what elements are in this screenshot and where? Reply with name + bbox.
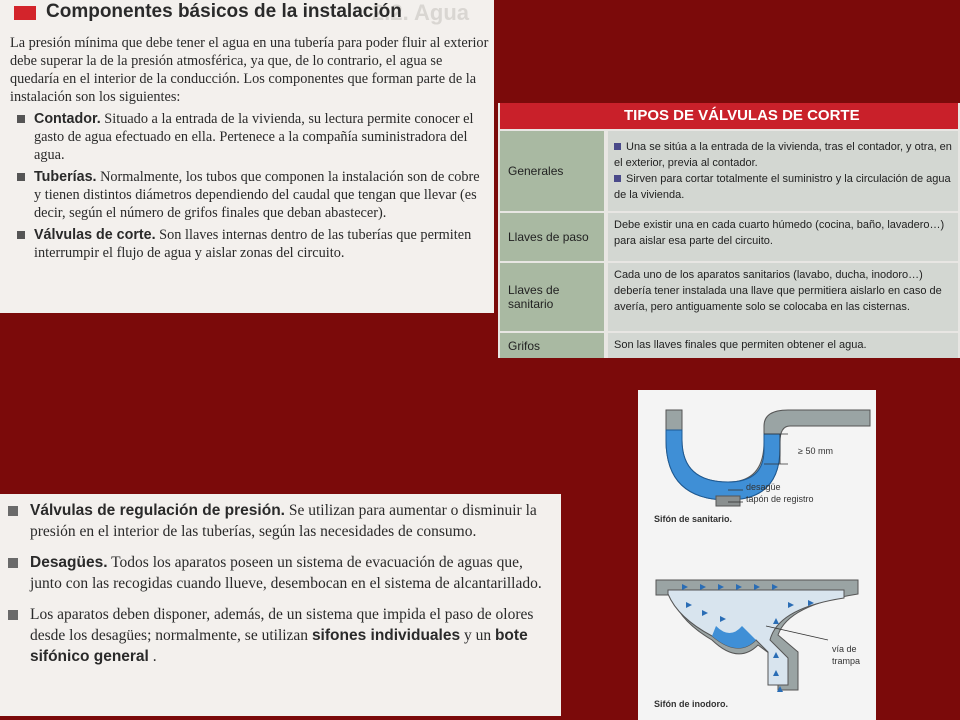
bullet-icon xyxy=(17,231,25,239)
table-row xyxy=(500,333,958,358)
list-item-sifones xyxy=(4,604,556,667)
label-via: vía de xyxy=(832,644,857,654)
text-regulacion: Se utilizan para aumentar o disminuir la presión en el interior de las tuberías, según las necesidades de consumo. xyxy=(30,502,537,540)
list-item-regulacion xyxy=(4,500,556,542)
term-tuberias: Tuberías. xyxy=(34,169,97,185)
text-sifones-pre: Los aparatos deben disponer, además, de un sistema que impida el paso de olores desde los desagües; normalmente, se utilizan xyxy=(30,606,534,644)
table-row xyxy=(500,213,958,261)
list-item-contador xyxy=(10,110,490,164)
bullet-icon xyxy=(614,175,621,182)
label-tapon: tapón de registro xyxy=(746,494,814,504)
row-text: Debe existir una en cada cuarto húmedo (cocina, baño, lavadero…) para aislar esa parte del circuito. xyxy=(608,213,958,261)
row-text: Sirven para cortar totalmente el suministro y la circulación de agua de la vivienda. xyxy=(614,173,951,201)
siphon-drawing xyxy=(638,390,876,720)
text-sifones-mid: y un xyxy=(463,627,492,644)
bullet-icon xyxy=(17,173,25,181)
row-line xyxy=(614,139,952,171)
term-bote: bote sifónico general xyxy=(30,627,528,665)
row-label: Llaves de paso xyxy=(500,213,604,261)
list-item-desagues xyxy=(4,552,556,594)
table-row xyxy=(500,131,958,211)
row-text: Cada uno de los aparatos sanitarios (lavabo, ducha, inodoro…) debería tener instalada una llave que permitiera aislarlo en caso de avería, pero antiguamente solo se colocaba en las cisternas. xyxy=(608,263,958,331)
label-trampa: trampa xyxy=(832,656,861,666)
bullet-icon xyxy=(8,610,18,620)
row-label: Generales xyxy=(500,131,604,211)
term-contador: Contador. xyxy=(34,111,101,127)
toilet-siphon xyxy=(656,580,861,692)
more-components-panel xyxy=(0,494,561,716)
table-title: TIPOS DE VÁLVULAS DE CORTE xyxy=(500,103,958,129)
list-item-valvulas xyxy=(10,226,490,262)
row-line xyxy=(614,171,952,203)
caption-inodoro: Sifón de inodoro. xyxy=(654,699,728,709)
text-tuberias: Normalmente, los tubos que componen la instalación son de cobre y tienen distintos diámetros dependiendo del caudal que tengan que llevar (es decir, según el número de grifos finales que deban abastecer). xyxy=(34,169,480,221)
list-item-tuberias xyxy=(10,168,490,222)
term-sifones: sifones individuales xyxy=(311,627,461,644)
term-desagues: Desagües. xyxy=(30,554,108,571)
intro-paragraph: La presión mínima que debe tener el agua en una tubería para poder fluir al exterior debe superar la de la presión atmosférica, ya que, de lo contrario, el agua se quedaría en el interior de la conducción. Los componentes que forman parte de la instalación son los siguientes: xyxy=(10,35,489,105)
red-marker xyxy=(14,6,36,20)
row-text: Una se sitúa a la entrada de la vivienda, tras el contador, y otra, en el exterior, previa al contador. xyxy=(614,141,952,169)
row-label: Grifos xyxy=(500,333,604,358)
siphon-illustration xyxy=(638,390,876,720)
row-text: Son las llaves finales que permiten obtener el agua. xyxy=(608,333,958,358)
section-title: Componentes básicos de la instalación xyxy=(46,1,402,22)
text-desagues: Todos los aparatos poseen un sistema de evacuación de aguas que, junto con las recogidas cuando llueve, desembocan en el sistema de alcantarillado. xyxy=(30,554,542,592)
caption-sanitario: Sifón de sanitario. xyxy=(654,514,733,524)
table-row xyxy=(500,263,958,331)
bullet-icon xyxy=(8,506,18,516)
section-header xyxy=(0,0,494,26)
dimension-label: ≥ 50 mm xyxy=(798,446,833,456)
term-regulacion: Válvulas de regulación de presión. xyxy=(30,502,285,519)
text-sifones-end: . xyxy=(152,648,157,665)
row-label: Llaves de sanitario xyxy=(500,263,604,331)
bullet-icon xyxy=(614,143,621,150)
text-valvulas: Son llaves internas dentro de las tuberías que permiten interrumpir el flujo de agua y aislar zonas del circuito. xyxy=(34,227,472,261)
label-desague: desagüe xyxy=(746,482,781,492)
text-contador: Situado a la entrada de la vivienda, su lectura permite conocer el gasto de agua efectuado en ella. Pertenece a la compañía suministradora del agua. xyxy=(34,111,474,163)
ghost-heading: 2.2. Agua xyxy=(372,0,469,25)
bullet-icon xyxy=(8,558,18,568)
valves-table xyxy=(498,103,960,358)
term-valvulas: Válvulas de corte. xyxy=(34,227,156,243)
bullet-icon xyxy=(17,115,25,123)
components-panel xyxy=(0,0,494,313)
